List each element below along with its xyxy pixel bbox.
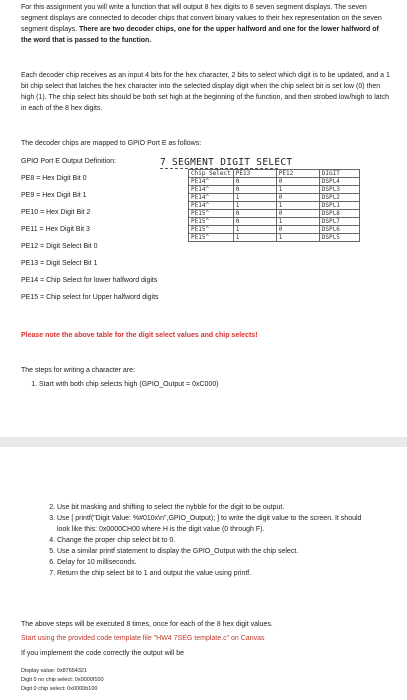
table-cell: DSPL8 [319,210,359,218]
table-cell: PE15^ [189,210,234,218]
step-list-start [27,379,397,390]
table-row [189,178,360,186]
table-cell: PE15^ [189,226,234,234]
header-cell: PE13 [233,170,276,178]
table-cell: 0 [233,210,276,218]
table-cell: DSPL3 [319,186,359,194]
table-cell: DSPL5 [319,234,359,242]
table-row [189,210,360,218]
step-list-continued [45,502,375,579]
gpio-def: PE8 = Hex Digit Bit 0 [21,175,87,182]
table-row [189,186,360,194]
step-item: 2. Use bit masking and shifting to select the nybble for the digit to be output. [57,502,375,513]
intro-paragraph: For this assignment you will write a function that will output 8 hex digits to 8 seven segment displays. The seven segment displays are connected to decoder chips that convert binary values to their hex representation on the seven segment displays. There are two decoder chips, one for the upper halfword and one for the lower halfword of the word that is passed to the function. [21,4,382,44]
table-cell: DSPL1 [319,202,359,210]
template-note: Start using the provided code template file "HW4 7SEG template.c" on Canvas [21,635,265,642]
table-cell: 1 [233,226,276,234]
table-note: Please note the above table for the digit select values and chip selects! [21,332,258,339]
gpio-def: PE10 = Hex Digit Bit 2 [21,209,91,216]
table-cell: 1 [233,194,276,202]
sample-output [21,667,391,694]
gpio-intro: The decoder chips are mapped to GPIO Port E as follows: [21,140,202,147]
gpio-def: PE14 = Chip Select for lower halfword digits [21,277,158,284]
digit-select-table [188,169,360,242]
table-row [189,194,360,202]
table-cell: 1 [276,218,319,226]
table-cell: 1 [276,234,319,242]
table-row [189,202,360,210]
steps-intro: The steps for writing a character are: [21,367,135,374]
table-header-row [189,170,360,178]
step-item: 1. Start with both chip selects high (GPIO_Output = 0xC000) [39,379,397,390]
table-row [189,234,360,242]
table-cell: DSPL7 [319,218,359,226]
table-cell: PE14^ [189,178,234,186]
table-cell: 0 [276,210,319,218]
output-line: Digit 0 chip select: 0x0000b100 [21,686,98,692]
output-line: Digit 0 no chip select: 0x0000f100 [21,677,104,683]
table-row [189,218,360,226]
table-cell: PE14^ [189,202,234,210]
gpio-def: PE13 = Digit Select Bit 1 [21,260,98,267]
header-cell: Chip Select [189,170,234,178]
table-cell: DSPL6 [319,226,359,234]
output-intro: If you implement the code correctly the output will be [21,650,185,657]
output-line: Display value: 0x87654321 [21,668,88,674]
gpio-def: PE9 = Hex Digit Bit 1 [21,192,87,199]
table-cell: 0 [276,178,319,186]
table-cell: 0 [276,194,319,202]
header-cell: PE12 [276,170,319,178]
repeat-note: The above steps will be executed 8 times, once for each of the 8 hex digit values. [21,621,273,628]
gpio-definitions [21,153,161,306]
table-cell: 0 [233,186,276,194]
table-cell: DSPL2 [319,194,359,202]
decoder-paragraph: Each decoder chip receives as an input 4 bits for the hex character, 2 bits to select which digit is to be updated, and a 1 bit chip select that latches the hex character into the selected display digit when the chip select bit is set low (0) then high (1). The chip select bits should be both set high at the beginning of the function, and then strobed low/high to latch in each of the 8 hex digits. [21,72,390,112]
gpio-def: PE11 = Hex Digit Bit 3 [21,226,90,233]
step-item: 3. Use [ printf("Digit Value: %#010x\n",GPIO_Output); ] to write the digit value to the screen. It should look like this: 0x0000CH00 where H is the digit value (0 through F). [57,513,375,535]
table-cell: DSPL4 [319,178,359,186]
step-item: 7. Return the chip select bit to 1 and output the value using printf. [57,568,375,579]
document-page-2 [0,447,407,700]
table-cell: 0 [233,178,276,186]
table-cell: PE14^ [189,194,234,202]
table-cell: 1 [233,202,276,210]
table-cell: 1 [276,202,319,210]
step-item: 4. Change the proper chip select bit to 0. [57,535,375,546]
table-cell: PE14^ [189,186,234,194]
gpio-def: PE12 = Digit Select Bit 0 [21,243,98,250]
step-item: 5. Use a similar printf statement to display the GPIO_Output with the chip select. [57,546,375,557]
table-cell: 1 [276,186,319,194]
table-cell: 0 [276,226,319,234]
table-cell: PE15^ [189,234,234,242]
table-row [189,226,360,234]
table-cell: 1 [233,234,276,242]
table-cell: PE15^ [189,218,234,226]
gpio-def: PE15 = Chip select for Upper halfword digits [21,294,159,301]
gpio-def-title: GPIO Port E Output Definition: [21,158,116,165]
header-cell: DIGIT [319,170,359,178]
step-item: 6. Delay for 10 milliseconds. [57,557,375,568]
table-cell: 0 [233,218,276,226]
table-title: 7 SEGMENT DIGIT SELECT [160,157,293,168]
